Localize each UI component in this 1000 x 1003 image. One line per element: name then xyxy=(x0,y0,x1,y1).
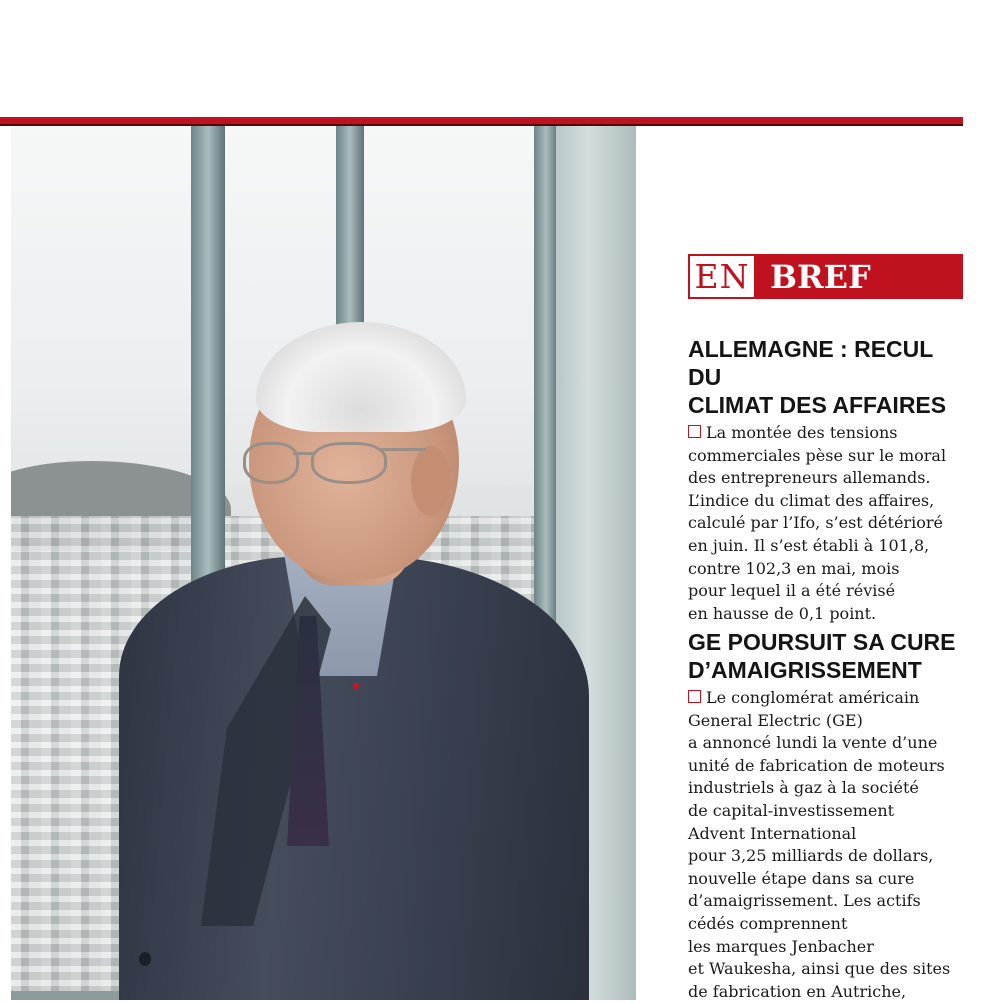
body-line: des entrepreneurs allemands. xyxy=(688,468,931,488)
body-line: d’amaigrissement. Les actifs xyxy=(688,891,921,911)
body-line: industriels à gaz à la société xyxy=(688,778,919,798)
body-line: les marques Jenbacher xyxy=(688,936,874,956)
body-line: de capital-investissement xyxy=(688,800,895,820)
article-headline xyxy=(688,335,968,419)
glasses-lens-right xyxy=(311,442,387,484)
square-bullet-icon xyxy=(688,425,701,438)
badge-bref-text: BREF xyxy=(770,257,871,296)
body-line: cédés comprennent xyxy=(688,913,848,933)
en-bref-sidebar xyxy=(688,254,964,1001)
headline-line: GE POURSUIT SA CURE xyxy=(688,629,956,655)
body-line: pour 3,25 milliards de dollars, xyxy=(688,846,934,866)
square-bullet-icon xyxy=(688,690,701,703)
headline-line: D’AMAIGRISSEMENT xyxy=(688,657,922,683)
body-line: a annoncé lundi la vente d’une xyxy=(688,733,938,753)
body-line: commerciales pèse sur le moral xyxy=(688,445,947,465)
glasses-lens-left xyxy=(243,442,299,484)
body-line: General Electric (GE) xyxy=(688,710,863,730)
body-line: pour lequel il a été révisé xyxy=(688,581,896,601)
body-line-text: La montée des tensions xyxy=(706,423,898,442)
body-line: en hausse de 0,1 point. xyxy=(688,603,877,623)
body-line xyxy=(688,687,968,710)
badge-en-text: EN xyxy=(690,256,754,297)
body-line: et Waukesha, ainsi que des sites xyxy=(688,959,951,979)
body-line xyxy=(688,422,968,445)
body-line: contre 102,3 en mai, mois xyxy=(688,558,900,578)
body-line: de fabrication en Autriche, xyxy=(688,981,907,1001)
body-line: nouvelle étape dans sa cure xyxy=(688,868,915,888)
body-line-text: Le conglomérat américain xyxy=(706,688,920,707)
headline-line: CLIMAT DES AFFAIRES xyxy=(688,392,947,418)
glasses-bridge xyxy=(293,452,313,455)
body-line: L’indice du climat des affaires, xyxy=(688,490,935,510)
top-red-rule xyxy=(0,117,963,124)
portrait-photo xyxy=(11,126,636,1000)
glasses-temple xyxy=(381,448,426,451)
body-line: Advent International xyxy=(688,823,857,843)
en-bref-badge xyxy=(688,254,963,299)
brief-article-germany xyxy=(688,335,968,625)
body-line: en juin. Il s’est établi à 101,8, xyxy=(688,535,930,555)
jacket-button xyxy=(139,952,151,966)
brief-article-ge xyxy=(688,628,968,1003)
lapel-pin xyxy=(353,683,359,689)
headline-line: ALLEMAGNE : RECUL DU xyxy=(688,336,933,390)
article-headline xyxy=(688,628,968,684)
article-body xyxy=(688,422,968,625)
article-body xyxy=(688,687,968,1003)
ear xyxy=(411,446,451,516)
body-line: unité de fabrication de moteurs xyxy=(688,755,945,775)
body-line: calculé par l’Ifo, s’est détérioré xyxy=(688,513,943,533)
